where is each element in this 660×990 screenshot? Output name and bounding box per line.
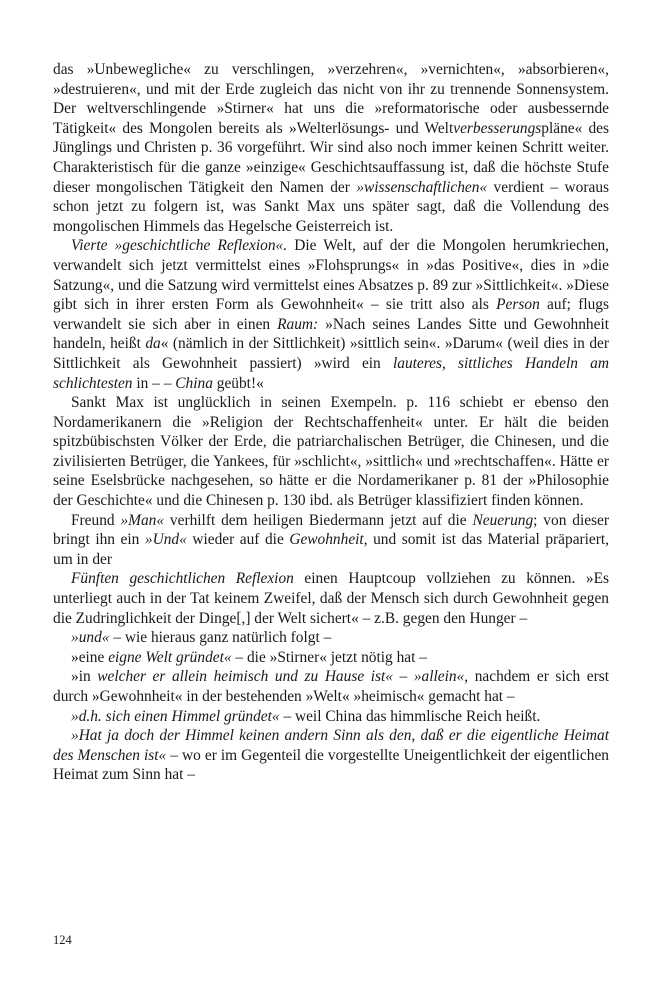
text-run: pläne« des Jünglings und Christen p. 36 vorgeführt. Wir sind also noch immer keinen Schritt weiter. Charakteristisch für die ganze »einzige« Geschichtsauffassung ist, daß die höchste Stufe dieser mongolischen Tätigkeit den Namen der xyxy=(53,119,609,196)
italic-text: »allein« xyxy=(413,668,465,686)
text-run: , und somit ist das Material präpariert, um in der xyxy=(53,531,610,568)
italic-text: lauteres, sittliches Handeln am schlichtesten xyxy=(53,354,609,392)
italic-text: eigne Welt gründet« xyxy=(108,648,232,666)
italic-text: »Hat ja doch der Himmel keinen andern Sinn als den, daß er die eigentliche Heimat des Menschen ist« xyxy=(53,727,609,764)
text-run: wieder auf die xyxy=(186,531,290,549)
body-paragraph xyxy=(53,628,609,648)
italic-text: »Man« xyxy=(120,511,165,529)
text-run: – wo er im Gegenteil die vorgestellte Uneigentlichkeit der eigentlichen Heimat zum Sinn hat – xyxy=(53,746,609,784)
body-paragraph xyxy=(53,667,609,706)
text-run: geübt!« xyxy=(212,374,264,392)
text-run: – die »Stirner« jetzt nötig hat – xyxy=(231,648,427,666)
text-run: « (nämlich in der Sittlichkeit) »sittlich sein«. »Darum« (weil dies in der Sittlichkeit als Gewohnheit passiert) »wird ein xyxy=(53,335,609,372)
italic-text: Gewohnheit xyxy=(289,531,364,549)
body-paragraph xyxy=(53,60,609,236)
text-run: ; von dieser bringt ihn ein xyxy=(53,511,609,549)
text-run: Sankt Max ist unglücklich in seinen Exempeln. p. 116 schiebt er ebenso den Nordamerikanern die »Religion der Rechtschaffenheit« unter. Er hält die beiden spitzbübischsten Völker der Erde, die patriarchalischen Betrüger, die Chinesen, und die zivilisierten Betrüger, die Yankees, für »schlicht«, »sittlich« und »rechtschaffen«. Hätte er seine Eselsbrücke nachgesehen, so hätte er die Nordamerikaner p. 81 der »Philosophie der Geschichte« und die Chinesen p. 130 ibd. als Betrüger klassifiziert finden können. xyxy=(53,394,609,510)
italic-text: Fünften geschichtlichen Reflexion xyxy=(71,570,294,588)
italic-text: »Und« xyxy=(144,531,187,549)
italic-text: »und« xyxy=(71,629,110,647)
italic-text: Neuerung xyxy=(472,511,534,529)
text-run: auf; flugs verwandelt sie sich aber in einen xyxy=(53,296,609,333)
body-paragraph xyxy=(53,511,609,570)
text-run: einen Hauptcoup vollziehen zu können. »Es unterliegt auch in der Tat keinem Zweifel, daß der Mensch sich durch Gewohnheit gegen die Zudringlichkeit der Dinge[,] der Welt sichert« – z.B. gegen den Hunger – xyxy=(53,570,609,627)
italic-text: »d.h. sich einen Himmel gründet« xyxy=(71,707,280,725)
italic-text: China xyxy=(175,374,213,392)
text-run: »in xyxy=(71,668,98,686)
text-run: in – – xyxy=(132,374,176,392)
body-paragraph xyxy=(53,726,609,785)
body-paragraph xyxy=(53,393,609,511)
text-run: »eine xyxy=(71,648,109,666)
text-run: – xyxy=(392,668,414,686)
text-run: verhilft dem heiligen Biedermann jetzt auf die xyxy=(164,511,473,529)
italic-text: »wissenschaftlichen« xyxy=(356,178,488,196)
italic-text: Person xyxy=(496,296,540,314)
italic-text: da xyxy=(145,335,161,353)
body-paragraph xyxy=(53,569,609,628)
text-run: Die Welt, auf der die Mongolen herumkriechen, verwandelt sich jetzt vermittelst eines »Flohsprungs« in »das Positive«, dies in »die Satzung«, und die Satzung wird vermittelst eines Absatzes p. 89 zur »Sittlichkeit«. »Diese gibt sich in ihrer ersten Form als Gewohnheit« – sie tritt also als xyxy=(53,237,609,314)
text-run: – weil China das himmlische Reich heißt. xyxy=(279,707,541,725)
text-run: – wie hieraus ganz natürlich folgt – xyxy=(109,629,332,647)
text-run: Freund xyxy=(71,511,121,529)
body-paragraph xyxy=(53,236,609,393)
text-run: , nachdem er sich erst durch »Gewohnheit« in der bestehenden »Welt« »heimisch« gemacht hat – xyxy=(53,668,609,705)
body-paragraph xyxy=(53,648,609,668)
body-paragraph xyxy=(53,707,609,727)
italic-text: welcher er allein heimisch und zu Hause ist« xyxy=(97,668,393,686)
text-run: »Nach seines Landes Sitte und Gewohnheit handeln, heißt xyxy=(53,315,609,353)
text-run: das »Unbewegliche« zu verschlingen, »verzehren«, »vernichten«, »absorbieren«, »destruieren«, und mit der Erde zugleich das nicht von ihr zu trennende Sonnensystem. Der weltverschlingende »Stirner« hat uns die »reformatorische oder ausbessernde Tätigkeit« des Mongolen bereits als »Welterlösungs- und Welt xyxy=(53,61,609,137)
text-run: verdient – woraus schon jetzt zu folgern ist, was Sankt Max uns später sagt, daß die Vollendung des mongolischen Himmels das Hegelsche Geisterreich ist. xyxy=(53,178,610,235)
page-number: 124 xyxy=(53,933,72,947)
page-body xyxy=(53,60,609,785)
italic-text: Raum: xyxy=(277,315,319,333)
italic-text: verbesserungs xyxy=(453,119,542,137)
italic-text: Vierte »geschichtliche Reflexion«. xyxy=(71,237,288,255)
